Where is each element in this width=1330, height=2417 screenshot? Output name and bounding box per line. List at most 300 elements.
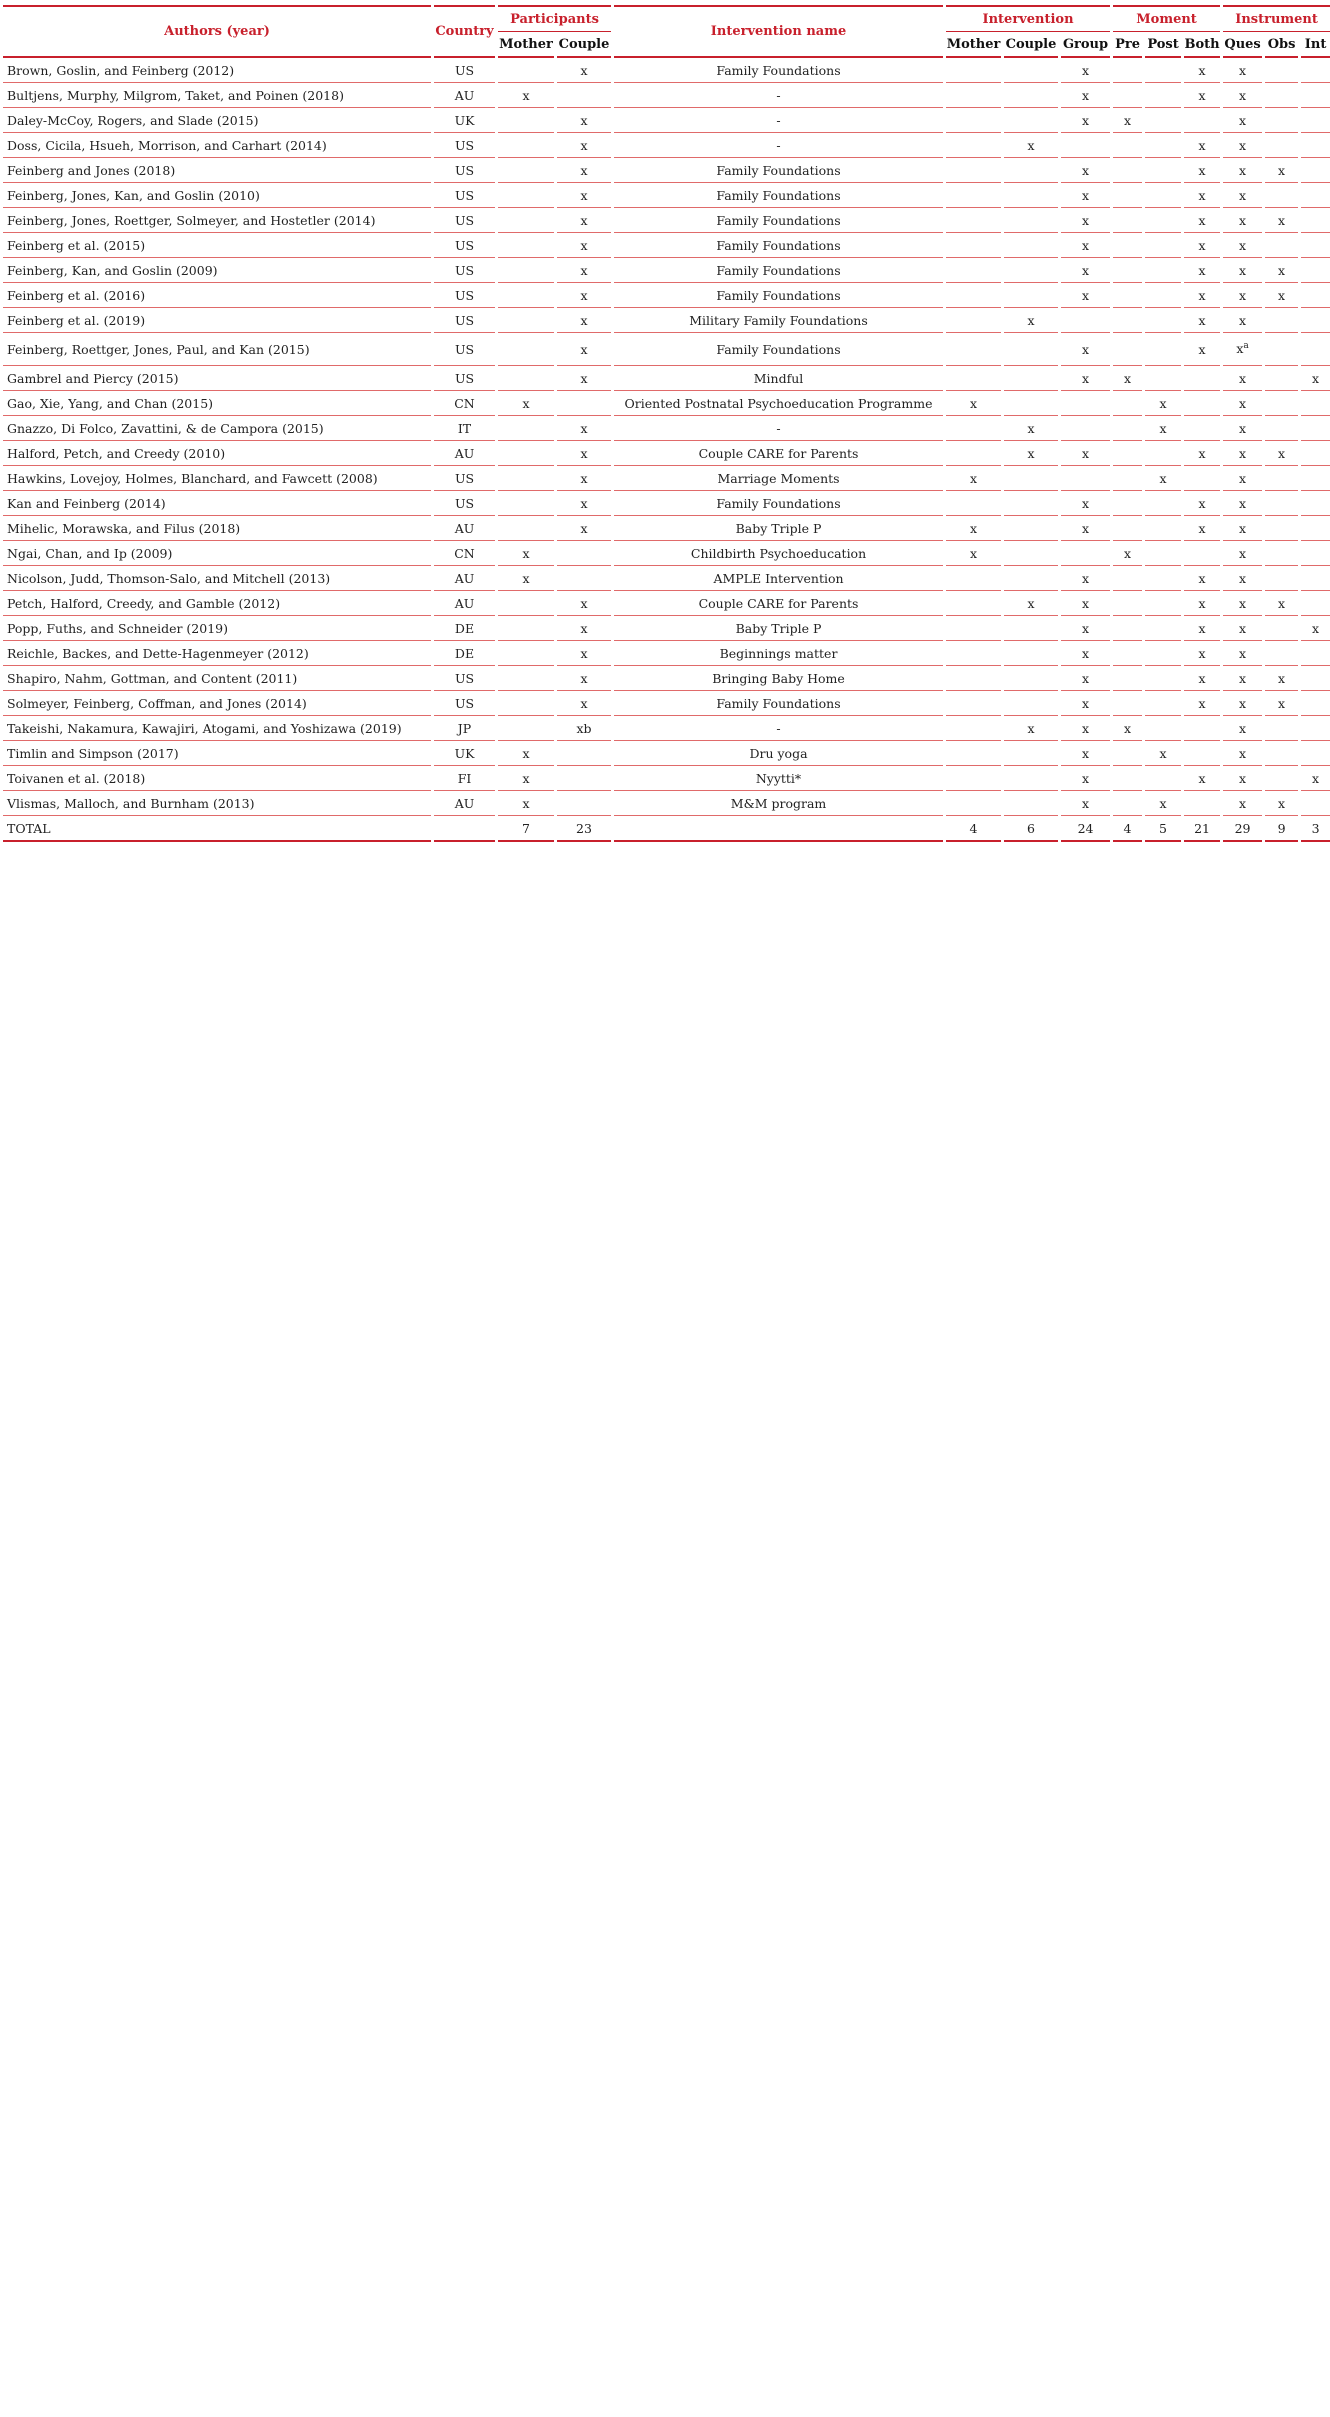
cell-moment-pre xyxy=(1113,691,1142,716)
cell-participants-couple: x xyxy=(557,491,611,516)
cell-moment-both: x xyxy=(1184,158,1220,183)
cell-intervention-group: x xyxy=(1061,183,1110,208)
cell-intervention-mother xyxy=(946,691,1001,716)
cell-moment-post xyxy=(1145,666,1181,691)
cell-moment-pre: x xyxy=(1113,108,1142,133)
cell-instrument-obs: 9 xyxy=(1265,816,1298,842)
cell-moment-pre xyxy=(1113,391,1142,416)
table-row xyxy=(3,308,1330,333)
cell-instrument-obs xyxy=(1265,741,1298,766)
table-row xyxy=(3,491,1330,516)
cell-instrument-int xyxy=(1301,491,1330,516)
cell-intervention-couple: x xyxy=(1004,591,1058,616)
cell-intervention-name: Couple CARE for Parents xyxy=(614,591,943,616)
cell-instrument-obs xyxy=(1265,491,1298,516)
table-row xyxy=(3,616,1330,641)
cell-intervention-group xyxy=(1061,308,1110,333)
cell-instrument-int xyxy=(1301,83,1330,108)
cell-instrument-ques: x xyxy=(1223,391,1262,416)
cell-moment-post xyxy=(1145,441,1181,466)
cell-instrument-obs xyxy=(1265,466,1298,491)
cell-country: US xyxy=(434,491,495,516)
cell-country: UK xyxy=(434,108,495,133)
cell-country: AU xyxy=(434,83,495,108)
cell-moment-post xyxy=(1145,641,1181,666)
subheader-participants-mother: Mother xyxy=(498,32,554,58)
cell-participants-couple xyxy=(557,541,611,566)
studies-table xyxy=(0,5,1330,842)
cell-intervention-group: x xyxy=(1061,333,1110,366)
cell-moment-both: x xyxy=(1184,183,1220,208)
cell-instrument-ques: x xyxy=(1223,283,1262,308)
cell-participants-couple xyxy=(557,791,611,816)
cell-instrument-ques: x xyxy=(1223,233,1262,258)
cell-participants-couple: x xyxy=(557,416,611,441)
cell-moment-pre xyxy=(1113,283,1142,308)
table-header xyxy=(3,5,1330,58)
cell-intervention-mother xyxy=(946,258,1001,283)
cell-moment-pre xyxy=(1113,616,1142,641)
cell-participants-mother xyxy=(498,466,554,491)
table-row xyxy=(3,591,1330,616)
cell-intervention-group: x xyxy=(1061,666,1110,691)
header-instrument: Instrument xyxy=(1223,5,1330,32)
cell-country: US xyxy=(434,466,495,491)
cell-instrument-int xyxy=(1301,641,1330,666)
cell-moment-post: x xyxy=(1145,416,1181,441)
cell-intervention-name: Family Foundations xyxy=(614,158,943,183)
cell-instrument-obs xyxy=(1265,716,1298,741)
cell-participants-couple: x xyxy=(557,233,611,258)
cell-moment-pre xyxy=(1113,233,1142,258)
cell-moment-both xyxy=(1184,466,1220,491)
cell-instrument-ques: x xyxy=(1223,641,1262,666)
cell-moment-pre xyxy=(1113,666,1142,691)
cell-participants-couple: x xyxy=(557,133,611,158)
cell-intervention-name: Military Family Foundations xyxy=(614,308,943,333)
cell-moment-both: x xyxy=(1184,258,1220,283)
cell-moment-post xyxy=(1145,158,1181,183)
cell-instrument-obs: x xyxy=(1265,208,1298,233)
cell-moment-both: x xyxy=(1184,233,1220,258)
cell-instrument-ques: x xyxy=(1223,441,1262,466)
cell-participants-mother xyxy=(498,158,554,183)
cell-intervention-name: - xyxy=(614,108,943,133)
cell-country: US xyxy=(434,283,495,308)
cell-author: Gao, Xie, Yang, and Chan (2015) xyxy=(3,391,431,416)
cell-instrument-int xyxy=(1301,158,1330,183)
studies-table-container xyxy=(3,5,1328,842)
cell-instrument-ques: $x^a$ xyxy=(1223,333,1262,366)
cell-moment-both xyxy=(1184,391,1220,416)
header-participants: Participants xyxy=(498,5,611,32)
cell-participants-mother xyxy=(498,516,554,541)
cell-moment-pre: x xyxy=(1113,541,1142,566)
cell-moment-pre xyxy=(1113,566,1142,591)
cell-intervention-name: - xyxy=(614,133,943,158)
cell-intervention-couple xyxy=(1004,516,1058,541)
cell-moment-both: x xyxy=(1184,83,1220,108)
cell-instrument-ques: x xyxy=(1223,516,1262,541)
cell-intervention-mother xyxy=(946,183,1001,208)
cell-moment-both: x xyxy=(1184,58,1220,83)
cell-country: US xyxy=(434,333,495,366)
cell-author: Vlismas, Malloch, and Burnham (2013) xyxy=(3,791,431,816)
cell-participants-mother xyxy=(498,366,554,391)
cell-instrument-obs: x xyxy=(1265,591,1298,616)
cell-intervention-mother xyxy=(946,616,1001,641)
cell-participants-couple: x xyxy=(557,691,611,716)
table-row xyxy=(3,333,1330,366)
cell-country: UK xyxy=(434,741,495,766)
table-row xyxy=(3,566,1330,591)
cell-instrument-int: x xyxy=(1301,616,1330,641)
cell-intervention-mother: x xyxy=(946,541,1001,566)
table-row xyxy=(3,83,1330,108)
cell-moment-pre xyxy=(1113,491,1142,516)
cell-instrument-ques: x xyxy=(1223,716,1262,741)
cell-intervention-couple xyxy=(1004,233,1058,258)
cell-intervention-couple xyxy=(1004,58,1058,83)
cell-country: US xyxy=(434,58,495,83)
cell-country: US xyxy=(434,208,495,233)
cell-country: AU xyxy=(434,791,495,816)
cell-instrument-int xyxy=(1301,541,1330,566)
cell-instrument-int xyxy=(1301,666,1330,691)
cell-country: US xyxy=(434,158,495,183)
cell-participants-couple xyxy=(557,83,611,108)
cell-author: Feinberg, Kan, and Goslin (2009) xyxy=(3,258,431,283)
cell-moment-pre xyxy=(1113,133,1142,158)
cell-instrument-int xyxy=(1301,441,1330,466)
subheader-moment-pre: Pre xyxy=(1113,32,1142,58)
cell-participants-couple: x xyxy=(557,158,611,183)
cell-moment-both: x xyxy=(1184,441,1220,466)
cell-instrument-int xyxy=(1301,466,1330,491)
cell-intervention-name: Family Foundations xyxy=(614,258,943,283)
cell-intervention-couple xyxy=(1004,258,1058,283)
cell-participants-couple: x xyxy=(557,641,611,666)
cell-intervention-name: Baby Triple P xyxy=(614,616,943,641)
cell-participants-mother xyxy=(498,591,554,616)
cell-moment-both xyxy=(1184,791,1220,816)
cell-instrument-ques: x xyxy=(1223,616,1262,641)
cell-intervention-name: Family Foundations xyxy=(614,233,943,258)
cell-instrument-int xyxy=(1301,108,1330,133)
cell-intervention-mother xyxy=(946,366,1001,391)
cell-moment-pre xyxy=(1113,591,1142,616)
cell-intervention-group: x xyxy=(1061,741,1110,766)
cell-author: Feinberg, Jones, Kan, and Goslin (2010) xyxy=(3,183,431,208)
cell-instrument-ques: x xyxy=(1223,541,1262,566)
cell-author: Mihelic, Morawska, and Filus (2018) xyxy=(3,516,431,541)
cell-country: IT xyxy=(434,416,495,441)
cell-instrument-ques: x xyxy=(1223,108,1262,133)
cell-moment-both: x xyxy=(1184,283,1220,308)
cell-instrument-obs xyxy=(1265,391,1298,416)
cell-instrument-ques: x xyxy=(1223,666,1262,691)
cell-instrument-int xyxy=(1301,516,1330,541)
subheader-instrument-ques: Ques xyxy=(1223,32,1262,58)
cell-intervention-mother xyxy=(946,741,1001,766)
table-row xyxy=(3,366,1330,391)
cell-moment-both xyxy=(1184,416,1220,441)
cell-author: Gambrel and Piercy (2015) xyxy=(3,366,431,391)
cell-participants-mother: x xyxy=(498,541,554,566)
cell-participants-couple xyxy=(557,566,611,591)
cell-country: AU xyxy=(434,591,495,616)
cell-intervention-name: AMPLE Intervention xyxy=(614,566,943,591)
table-row xyxy=(3,58,1330,83)
cell-moment-pre xyxy=(1113,516,1142,541)
cell-intervention-mother xyxy=(946,766,1001,791)
cell-intervention-couple: x xyxy=(1004,133,1058,158)
cell-instrument-ques: x xyxy=(1223,566,1262,591)
cell-author: Popp, Fuths, and Schneider (2019) xyxy=(3,616,431,641)
cell-moment-pre xyxy=(1113,208,1142,233)
cell-author: Shapiro, Nahm, Gottman, and Content (2011) xyxy=(3,666,431,691)
cell-intervention-group: x xyxy=(1061,233,1110,258)
cell-intervention-couple xyxy=(1004,766,1058,791)
cell-moment-both: x xyxy=(1184,691,1220,716)
cell-participants-mother xyxy=(498,616,554,641)
cell-country: US xyxy=(434,183,495,208)
cell-moment-post xyxy=(1145,516,1181,541)
cell-intervention-name: Oriented Postnatal Psychoeducation Programme xyxy=(614,391,943,416)
cell-participants-couple: x xyxy=(557,466,611,491)
subheader-intervention-group: Group xyxy=(1061,32,1110,58)
cell-moment-post: x xyxy=(1145,466,1181,491)
cell-intervention-couple xyxy=(1004,183,1058,208)
cell-intervention-group: x xyxy=(1061,766,1110,791)
cell-moment-post xyxy=(1145,283,1181,308)
cell-moment-post xyxy=(1145,208,1181,233)
cell-moment-post xyxy=(1145,766,1181,791)
cell-participants-mother: x xyxy=(498,566,554,591)
cell-instrument-int xyxy=(1301,591,1330,616)
cell-moment-post xyxy=(1145,591,1181,616)
cell-intervention-couple xyxy=(1004,791,1058,816)
cell-moment-post xyxy=(1145,308,1181,333)
subheader-moment-both: Both xyxy=(1184,32,1220,58)
cell-instrument-ques: x xyxy=(1223,591,1262,616)
cell-intervention-group: x xyxy=(1061,208,1110,233)
cell-intervention-group xyxy=(1061,541,1110,566)
cell-intervention-couple xyxy=(1004,283,1058,308)
cell-intervention-couple: 6 xyxy=(1004,816,1058,842)
cell-participants-mother xyxy=(498,283,554,308)
cell-moment-pre xyxy=(1113,58,1142,83)
cell-author: Halford, Petch, and Creedy (2010) xyxy=(3,441,431,466)
cell-instrument-int xyxy=(1301,791,1330,816)
table-row xyxy=(3,416,1330,441)
cell-intervention-name: Family Foundations xyxy=(614,491,943,516)
table-row xyxy=(3,441,1330,466)
table-row xyxy=(3,766,1330,791)
cell-moment-post xyxy=(1145,258,1181,283)
cell-intervention-name: Family Foundations xyxy=(614,283,943,308)
cell-moment-pre xyxy=(1113,258,1142,283)
cell-intervention-name: - xyxy=(614,83,943,108)
table-row xyxy=(3,283,1330,308)
cell-moment-both xyxy=(1184,366,1220,391)
cell-moment-post xyxy=(1145,58,1181,83)
cell-author: Feinberg et al. (2019) xyxy=(3,308,431,333)
subheader-participants-couple: Couple xyxy=(557,32,611,58)
cell-instrument-int xyxy=(1301,716,1330,741)
table-row xyxy=(3,183,1330,208)
cell-instrument-ques: x xyxy=(1223,416,1262,441)
cell-instrument-ques: x xyxy=(1223,791,1262,816)
cell-intervention-mother: x xyxy=(946,391,1001,416)
cell-country: US xyxy=(434,366,495,391)
cell-participants-couple: x xyxy=(557,208,611,233)
cell-participants-couple: x xyxy=(557,308,611,333)
cell-participants-mother xyxy=(498,716,554,741)
cell-moment-pre xyxy=(1113,416,1142,441)
cell-moment-post: x xyxy=(1145,791,1181,816)
cell-country: US xyxy=(434,233,495,258)
cell-moment-both: x xyxy=(1184,766,1220,791)
cell-participants-mother xyxy=(498,333,554,366)
cell-intervention-group: x xyxy=(1061,258,1110,283)
cell-instrument-obs: x xyxy=(1265,791,1298,816)
cell-intervention-mother xyxy=(946,491,1001,516)
cell-moment-post xyxy=(1145,183,1181,208)
cell-author: TOTAL xyxy=(3,816,431,842)
cell-country: US xyxy=(434,308,495,333)
table-row xyxy=(3,641,1330,666)
cell-author: Kan and Feinberg (2014) xyxy=(3,491,431,516)
cell-intervention-group: x xyxy=(1061,641,1110,666)
cell-moment-post xyxy=(1145,616,1181,641)
cell-author: Bultjens, Murphy, Milgrom, Taket, and Poinen (2018) xyxy=(3,83,431,108)
cell-instrument-ques: x xyxy=(1223,741,1262,766)
cell-instrument-obs: x xyxy=(1265,691,1298,716)
cell-instrument-obs: x xyxy=(1265,158,1298,183)
cell-author: Hawkins, Lovejoy, Holmes, Blanchard, and Fawcett (2008) xyxy=(3,466,431,491)
cell-author: Gnazzo, Di Folco, Zavattini, & de Campora (2015) xyxy=(3,416,431,441)
cell-moment-post xyxy=(1145,491,1181,516)
cell-instrument-obs: x xyxy=(1265,258,1298,283)
cell-participants-mother: x xyxy=(498,391,554,416)
cell-intervention-couple xyxy=(1004,641,1058,666)
cell-country: US xyxy=(434,133,495,158)
cell-intervention-name: Family Foundations xyxy=(614,58,943,83)
table-row xyxy=(3,233,1330,258)
cell-moment-both: x xyxy=(1184,666,1220,691)
table-row xyxy=(3,741,1330,766)
cell-moment-pre xyxy=(1113,158,1142,183)
cell-country: DE xyxy=(434,641,495,666)
cell-moment-pre xyxy=(1113,308,1142,333)
cell-intervention-group xyxy=(1061,391,1110,416)
cell-instrument-ques: x xyxy=(1223,158,1262,183)
cell-intervention-name: Family Foundations xyxy=(614,208,943,233)
cell-moment-post xyxy=(1145,83,1181,108)
cell-author: Timlin and Simpson (2017) xyxy=(3,741,431,766)
cell-author: Feinberg et al. (2016) xyxy=(3,283,431,308)
cell-instrument-ques: x xyxy=(1223,691,1262,716)
cell-intervention-group: 24 xyxy=(1061,816,1110,842)
cell-moment-both: x xyxy=(1184,591,1220,616)
cell-participants-couple: x xyxy=(557,283,611,308)
cell-intervention-mother xyxy=(946,308,1001,333)
table-row xyxy=(3,158,1330,183)
cell-country: FI xyxy=(434,766,495,791)
cell-moment-pre xyxy=(1113,466,1142,491)
subheader-instrument-obs: Obs xyxy=(1265,32,1298,58)
cell-instrument-obs: x xyxy=(1265,283,1298,308)
cell-moment-both: x xyxy=(1184,641,1220,666)
cell-author: Feinberg, Jones, Roettger, Solmeyer, and Hostetler (2014) xyxy=(3,208,431,233)
cell-instrument-int xyxy=(1301,308,1330,333)
header-intervention: Intervention xyxy=(946,5,1110,32)
cell-participants-mother xyxy=(498,641,554,666)
cell-intervention-mother xyxy=(946,566,1001,591)
cell-moment-both xyxy=(1184,541,1220,566)
cell-intervention-name: Mindful xyxy=(614,366,943,391)
cell-participants-mother xyxy=(498,133,554,158)
cell-participants-mother xyxy=(498,691,554,716)
cell-intervention-group: x xyxy=(1061,791,1110,816)
cell-intervention-mother xyxy=(946,208,1001,233)
cell-moment-both: x xyxy=(1184,333,1220,366)
cell-participants-couple: x xyxy=(557,516,611,541)
cell-participants-mother xyxy=(498,258,554,283)
cell-intervention-couple xyxy=(1004,541,1058,566)
cell-participants-couple xyxy=(557,741,611,766)
cell-participants-mother xyxy=(498,58,554,83)
cell-country: AU xyxy=(434,441,495,466)
cell-intervention-group: x xyxy=(1061,516,1110,541)
cell-country: AU xyxy=(434,566,495,591)
table-row xyxy=(3,666,1330,691)
cell-intervention-couple xyxy=(1004,366,1058,391)
cell-intervention-name: - xyxy=(614,416,943,441)
cell-intervention-group: x xyxy=(1061,716,1110,741)
cell-intervention-name: Family Foundations xyxy=(614,183,943,208)
cell-participants-couple: x xyxy=(557,333,611,366)
cell-instrument-obs xyxy=(1265,333,1298,366)
cell-moment-post xyxy=(1145,691,1181,716)
cell-intervention-mother xyxy=(946,716,1001,741)
cell-moment-pre: 4 xyxy=(1113,816,1142,842)
cell-instrument-int: x xyxy=(1301,366,1330,391)
cell-intervention-mother xyxy=(946,333,1001,366)
cell-moment-pre: x xyxy=(1113,716,1142,741)
header-moment: Moment xyxy=(1113,5,1220,32)
subheader-instrument-int: Int xyxy=(1301,32,1330,58)
cell-intervention-mother: 4 xyxy=(946,816,1001,842)
cell-participants-mother xyxy=(498,183,554,208)
cell-author: Brown, Goslin, and Feinberg (2012) xyxy=(3,58,431,83)
cell-intervention-couple xyxy=(1004,158,1058,183)
cell-author: Solmeyer, Feinberg, Coffman, and Jones (2014) xyxy=(3,691,431,716)
cell-instrument-obs xyxy=(1265,616,1298,641)
cell-intervention-mother xyxy=(946,233,1001,258)
cell-intervention-name: Bringing Baby Home xyxy=(614,666,943,691)
table-body xyxy=(3,58,1330,842)
cell-moment-post xyxy=(1145,233,1181,258)
cell-country: JP xyxy=(434,716,495,741)
cell-moment-pre xyxy=(1113,183,1142,208)
cell-intervention-mother xyxy=(946,133,1001,158)
cell-moment-pre xyxy=(1113,791,1142,816)
cell-instrument-ques: x xyxy=(1223,308,1262,333)
cell-participants-couple xyxy=(557,766,611,791)
cell-country: US xyxy=(434,691,495,716)
